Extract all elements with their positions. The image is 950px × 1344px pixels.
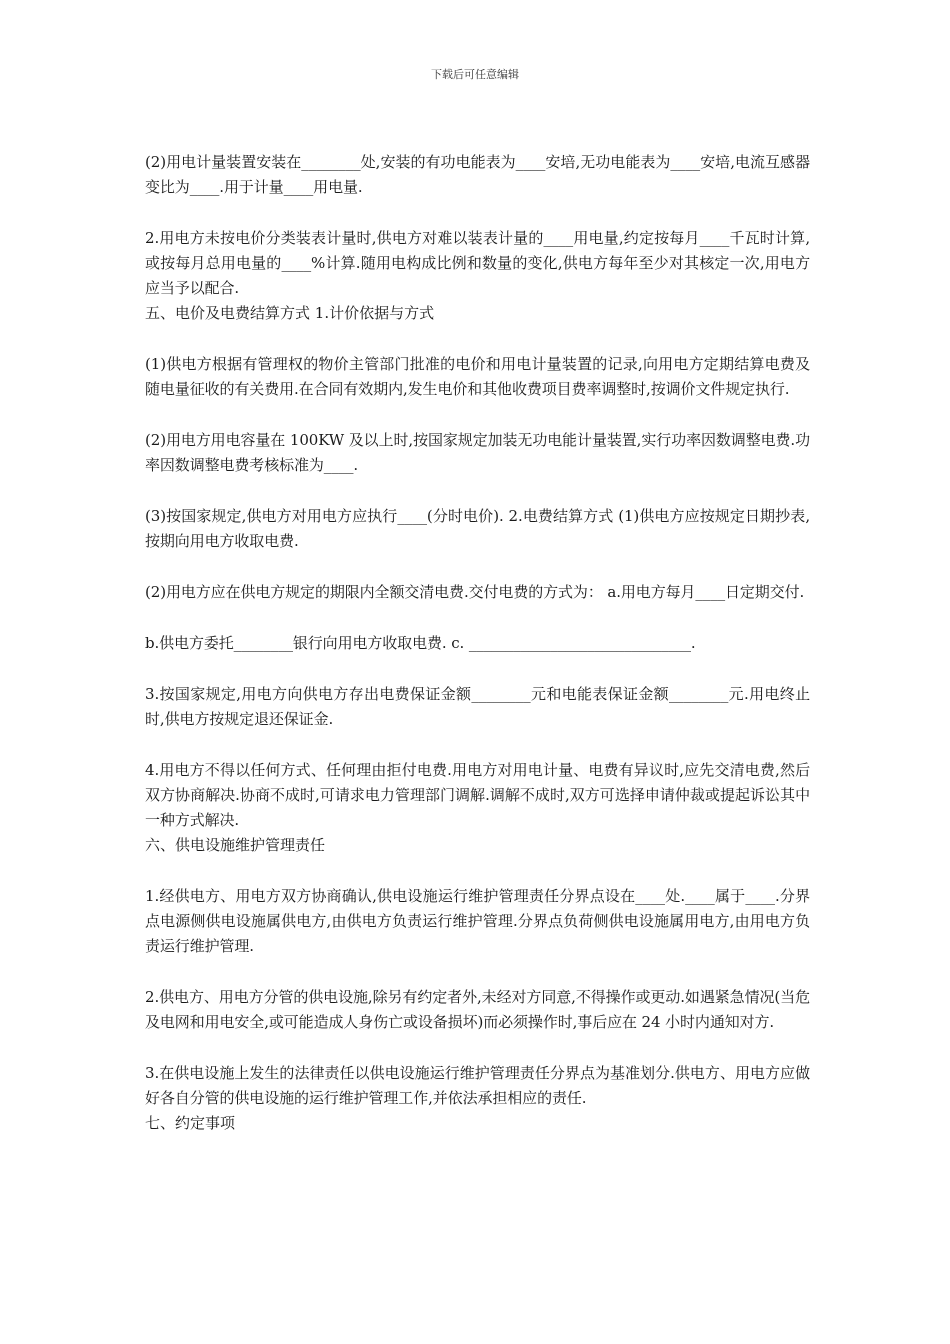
- section-heading-agreed-matters: 七、约定事项: [145, 1114, 236, 1132]
- paragraph-demarcation: 1.经供电方、用电方双方协商确认,供电设施运行维护管理责任分界点设在____处.____属于____.分界点电源侧供电设施属供电方,由供电方负责运行维护管理.分界点负荷侧供电设施属用电方,由用电方负责运行维护管理.: [145, 887, 810, 955]
- paragraph-unmetered-usage: 2.用电方未按电价分类装表计量时,供电方对难以装表计量的____用电量,约定按每月____千瓦时计算,或按每月总用电量的____%计算.随用电构成比例和数量的变化,供电方每年至少对其核定一次,用电方应当予以配合.: [145, 229, 810, 297]
- paragraph-metering-installation: (2)用电计量装置安装在________处,安装的有功电能表为____安培,无功电能表为____安培,电流互感器变比为____.用于计量____用电量.: [145, 153, 810, 196]
- paragraph-payment-method: (2)用电方应在供电方规定的期限内全额交清电费.交付电费的方式为： a.用电方每月____日定期交付.: [145, 583, 805, 601]
- paragraph-legal-liability: 3.在供电设施上发生的法律责任以供电设施运行维护管理责任分界点为基准划分.供电方、用电方应做好各自分管的供电设施的运行维护管理工作,并依法承担相应的责任.: [145, 1064, 810, 1107]
- paragraph-bank-collection: b.供电方委托________银行向用电方收取电费. c. ______________________________.: [145, 634, 696, 652]
- section-heading-maintenance: 六、供电设施维护管理责任: [145, 836, 326, 854]
- page-header: 下载后可任意编辑: [431, 68, 519, 81]
- section-heading-price-settlement: 五、电价及电费结算方式 1.计价依据与方式: [145, 304, 435, 322]
- paragraph-dispute: 4.用电方不得以任何方式、任何理由拒付电费.用电方对用电计量、电费有异议时,应先交清电费,然后双方协商解决.协商不成时,可请求电力管理部门调解.调解不成时,双方可选择申请仲裁或提起诉讼其中一种方式解决.: [145, 761, 810, 829]
- document-body: [145, 150, 810, 1162]
- paragraph-price-basis: (1)供电方根据有管理权的物价主管部门批准的电价和用电计量装置的记录,向用电方定期结算电费及随电量征收的有关费用.在合同有效期内,发生电价和其他收费项目费率调整时,按调价文件规定执行.: [145, 355, 810, 398]
- paragraph-operation-rules: 2.供电方、用电方分管的供电设施,除另有约定者外,未经对方同意,不得操作或更动.如遇紧急情况(当危及电网和用电安全,或可能造成人身伤亡或设备损坏)而必须操作时,事后应在 24 小时内通知对方.: [145, 988, 810, 1031]
- paragraph-time-of-use: (3)按国家规定,供电方对用电方应执行____(分时电价). 2.电费结算方式 (1)供电方应按规定日期抄表,按期向用电方收取电费.: [145, 507, 810, 550]
- paragraph-power-factor: (2)用电方用电容量在 100KW 及以上时,按国家规定加装无功电能计量装置,实行功率因数调整电费.功率因数调整电费考核标准为____.: [145, 431, 810, 474]
- paragraph-deposit: 3.按国家规定,用电方向供电方存出电费保证金额________元和电能表保证金额________元.用电终止时,供电方按规定退还保证金.: [145, 685, 810, 728]
